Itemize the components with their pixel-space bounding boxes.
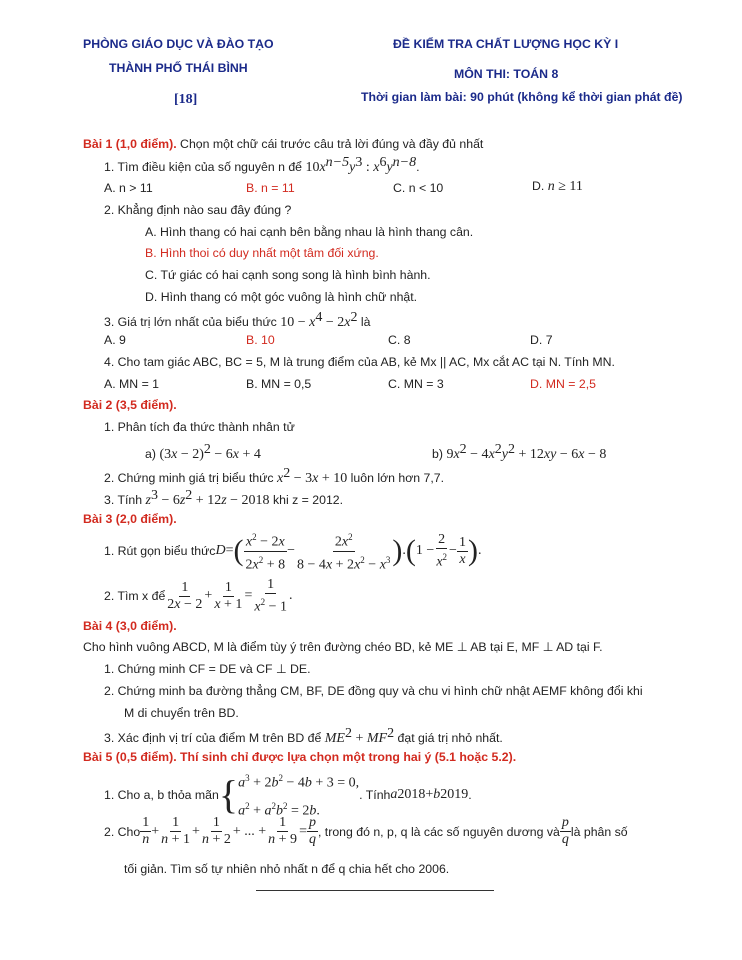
bai1-q2: 2. Khẳng định nào sau đây đúng ? xyxy=(104,203,292,217)
bai4-title: Bài 4 (3,0 điểm). xyxy=(83,619,177,633)
bai3-title: Bài 3 (2,0 điểm). xyxy=(83,512,177,526)
org-city: THÀNH PHỐ THÁI BÌNH xyxy=(109,61,248,75)
bai2-q1a: a) $(3x - 2)^2 - 6x + 4$ xyxy=(145,442,261,463)
bai4-q3: 3. Xác định vị trí của điểm M trên BD để $ME^2 + MF^2$ đạt giá trị nhỏ nhất. xyxy=(104,726,503,747)
bai1-heading xyxy=(83,137,483,151)
bai1-instruction: Chọn một chữ cái trước câu trả lời đúng và đầy đủ nhất xyxy=(176,137,484,151)
bai1-q1: 1. Tìm điều kiện của số nguyên n để $10x^{n-5}y^3$ : $x^6y^{n-8}$. xyxy=(104,155,420,176)
bai1-q3-option-a: A. 9 xyxy=(104,333,126,347)
bai2-q3: 3. Tính $z^3 - 6z^2 + 12z - 2018$ khi z = 2012. xyxy=(104,488,344,509)
bai1-q1-option-a: A. n > 11 xyxy=(104,181,153,195)
bai1-q1-option-c: C. n < 10 xyxy=(393,181,444,195)
bai1-q1-option-b: B. n = 11 xyxy=(246,181,295,195)
bai1-q2-option-c: C. Tứ giác có hai cạnh song song là hình bình hành. xyxy=(145,268,431,282)
exam-time: Thời gian làm bài: 90 phút (không kể thời gian phát đề) xyxy=(361,90,683,104)
bai5-title: Bài 5 (0,5 điểm). Thí sinh chỉ được lựa chọn một trong hai ý (5.1 hoặc 5.2). xyxy=(83,750,517,764)
bai1-q4-option-b: B. MN = 0,5 xyxy=(246,377,312,391)
bai1-q4: 4. Cho tam giác ABC, BC = 5, M là trung điểm của AB, kẻ Mx || AC, Mx cắt AC tại N. Tính MN. xyxy=(104,355,615,369)
footer-divider xyxy=(256,890,494,891)
bai5-q2-line2: tối giản. Tìm số tự nhiên nhỏ nhất n để q chia hết cho 2006. xyxy=(124,862,450,876)
bai2-q1: 1. Phân tích đa thức thành nhân tử xyxy=(104,420,295,434)
bai1-title: Bài 1 (1,0 điểm). xyxy=(83,137,177,151)
bai2-q1b: b) $9x^2 - 4x^2y^2 + 12xy - 6x - 8$ xyxy=(432,442,607,463)
bai1-q3-option-d: D. 7 xyxy=(530,333,553,347)
bai4-q1: 1. Chứng minh CF = DE và CF ⊥ DE. xyxy=(104,662,311,676)
bai1-q2-option-b: B. Hình thoi có duy nhất một tâm đối xứng. xyxy=(145,246,379,260)
bai3-q1: 1. Rút gọn biểu thức D = ( $\frac{x^2 - 2x}{2x^2 + 8}$ − $\frac{2x^2}{8 - 4x + 2x^2 - x^3}$ ) . ( 1 − $\frac{2}{x^2}$ − $\frac{1}{x}$ ) . xyxy=(104,529,481,573)
bai4-q2-line1: 2. Chứng minh ba đường thẳng CM, BF, DE đồng quy và chu vi hình chữ nhật AEMF không đổi khi xyxy=(104,684,643,698)
bai4-q2-line2: M di chuyển trên BD. xyxy=(124,706,239,720)
bai5-q1: 1. Cho a, b thỏa mãn { $a^3 + 2b^2 - 4b + 3 = 0$, $a^2 + a^2b^2 = 2b$. . Tính a 2018 + b 2019 . xyxy=(104,771,472,819)
exam-subject: MÔN THI: TOÁN 8 xyxy=(454,67,559,81)
exam-title: ĐỀ KIỂM TRA CHẤT LƯỢNG HỌC KỲ I xyxy=(393,37,619,51)
bai1-q1-option-d: D. n ≥ 11 xyxy=(532,179,583,194)
bai1-q4-option-c: C. MN = 3 xyxy=(388,377,444,391)
bai1-q2-option-a: A. Hình thang có hai cạnh bên bằng nhau là hình thang cân. xyxy=(145,225,474,239)
bai1-q3-option-c: C. 8 xyxy=(388,333,411,347)
bai1-q4-option-a: A. MN = 1 xyxy=(104,377,160,391)
org-name: PHÒNG GIÁO DỤC VÀ ĐÀO TẠO xyxy=(83,37,274,51)
bai2-title: Bài 2 (3,5 điểm). xyxy=(83,398,177,412)
bai3-q2: 2. Tìm x để $\frac{1}{2x - 2}$ + $\frac{1}{x + 1}$ = $\frac{1}{x^2 - 1}$ . xyxy=(104,577,293,615)
bai1-q3: 3. Giá trị lớn nhất của biểu thức $10 - x^4 - 2x^2$ là xyxy=(104,310,371,331)
bai4-intro: Cho hình vuông ABCD, M là điểm tùy ý trên đường chéo BD, kẻ ME ⊥ AB tại E, MF ⊥ AD tại F. xyxy=(83,640,603,654)
bai1-q3-option-b: B. 10 xyxy=(246,333,275,347)
bai1-q2-option-d: D. Hình thang có một góc vuông là hình chữ nhật. xyxy=(145,290,418,304)
exam-code: [18] xyxy=(174,92,198,107)
bai1-q4-option-d: D. MN = 2,5 xyxy=(530,377,596,391)
bai5-q2: 2. Cho $\frac{1}{n}$ + $\frac{1}{n + 1}$ + $\frac{1}{n + 2}$ + ... + $\frac{1}{n + 9}$ = $\frac{p}{q}$ , trong đó n, p, q là các số nguyên dương và $\frac{p}{q}$ là phân số xyxy=(104,815,628,847)
bai2-q2: 2. Chứng minh giá trị biểu thức $x^2 - 3x + 10$ luôn lớn hơn 7,7. xyxy=(104,466,445,487)
